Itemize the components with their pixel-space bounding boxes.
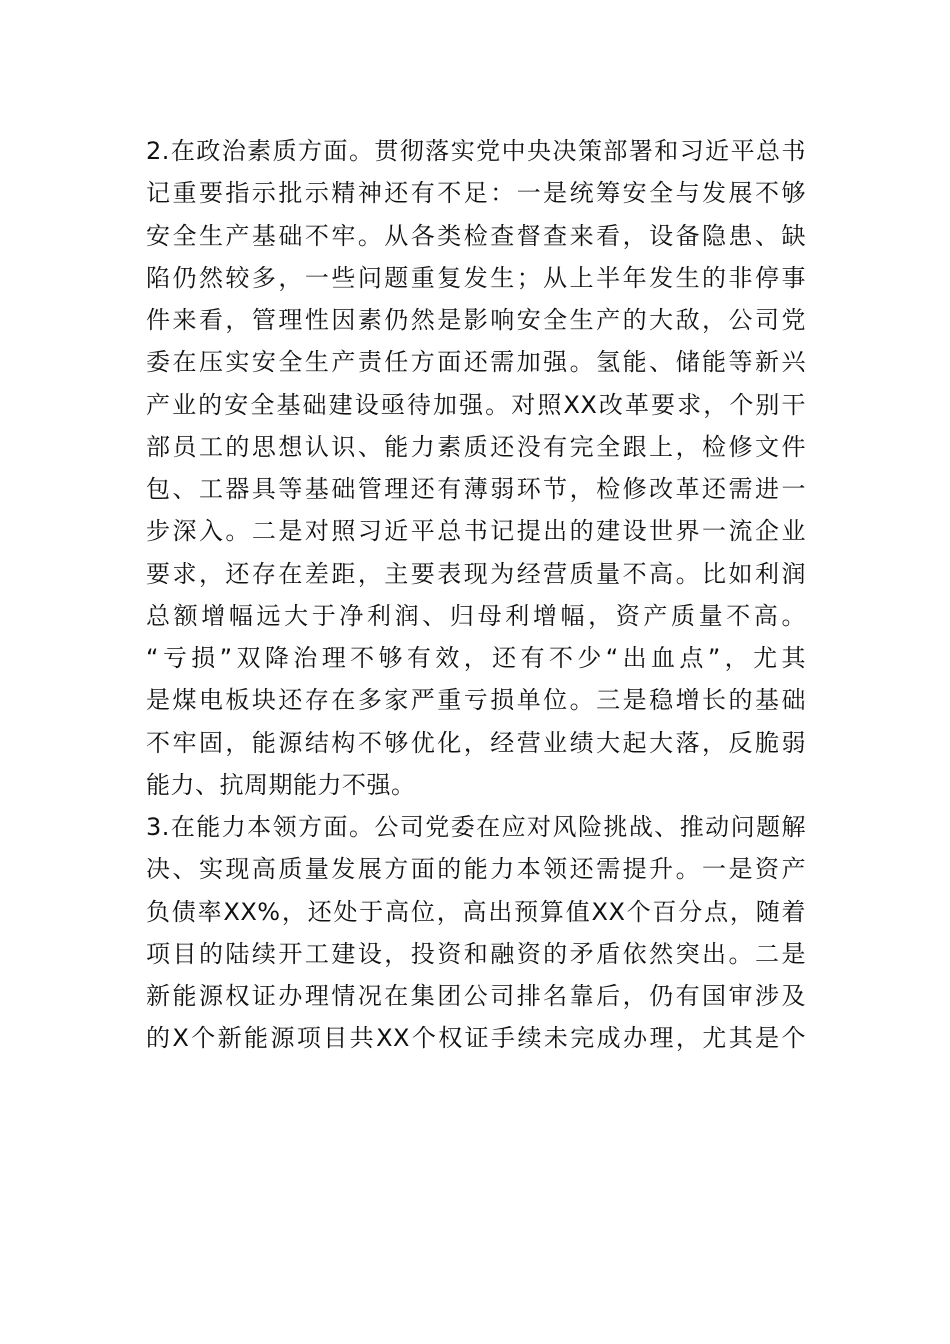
text-line: 的X个新能源项目共XX个权证手续未完成办理，尤其是个: [146, 1024, 806, 1053]
text-line: 陷仍然较多，一些问题重复发生；从上半年发生的非停事: [146, 263, 806, 292]
text-line: 决、实现高质量发展方面的能力本领还需提升。一是资产: [146, 855, 806, 884]
text-line: 产业的安全基础建设亟待加强。对照XX改革要求，个别干: [146, 390, 806, 419]
text-line: 2.在政治素质方面。贯彻落实党中央决策部署和习近平总书: [146, 137, 806, 165]
text-line: 能力、抗周期能力不强。: [146, 770, 416, 799]
text-line: 要求，还存在差距，主要表现为经营质量不高。比如利润: [146, 559, 806, 588]
document-body: [146, 130, 806, 1060]
text-line: 不牢固，能源结构不够优化，经营业绩大起大落，反脆弱: [146, 728, 806, 757]
text-line: 总额增幅远大于净利润、归母利增幅，资产质量不高。: [146, 601, 806, 630]
text-line: 负债率XX%，还处于高位，高出预算值XX个百分点，随着: [146, 897, 806, 926]
text-line: 项目的陆续开工建设，投资和融资的矛盾依然突出。二是: [146, 939, 806, 968]
text-line: 包、工器具等基础管理还有薄弱环节，检修改革还需进一: [146, 475, 806, 503]
text-line: “亏损”双降治理不够有效，还有不少“出血点”，尤其: [146, 644, 806, 672]
text-line: 部员工的思想认识、能力素质还没有完全跟上，检修文件: [146, 432, 806, 461]
text-line: 3.在能力本领方面。公司党委在应对风险挑战、推动问题解: [146, 813, 806, 841]
text-line: 步深入。二是对照习近平总书记提出的建设世界一流企业: [146, 517, 806, 546]
text-line: 是煤电板块还存在多家严重亏损单位。三是稳增长的基础: [146, 686, 806, 715]
text-line: 记重要指示批示精神还有不足：一是统筹安全与发展不够: [146, 179, 806, 208]
text-line: 委在压实安全生产责任方面还需加强。氢能、储能等新兴: [146, 348, 806, 377]
text-line: 件来看，管理性因素仍然是影响安全生产的大敌，公司党: [146, 306, 806, 334]
text-line: 安全生产基础不牢。从各类检查督查来看，设备隐患、缺: [146, 221, 806, 250]
text-line: 新能源权证办理情况在集团公司排名靠后，仍有国审涉及: [146, 982, 806, 1010]
